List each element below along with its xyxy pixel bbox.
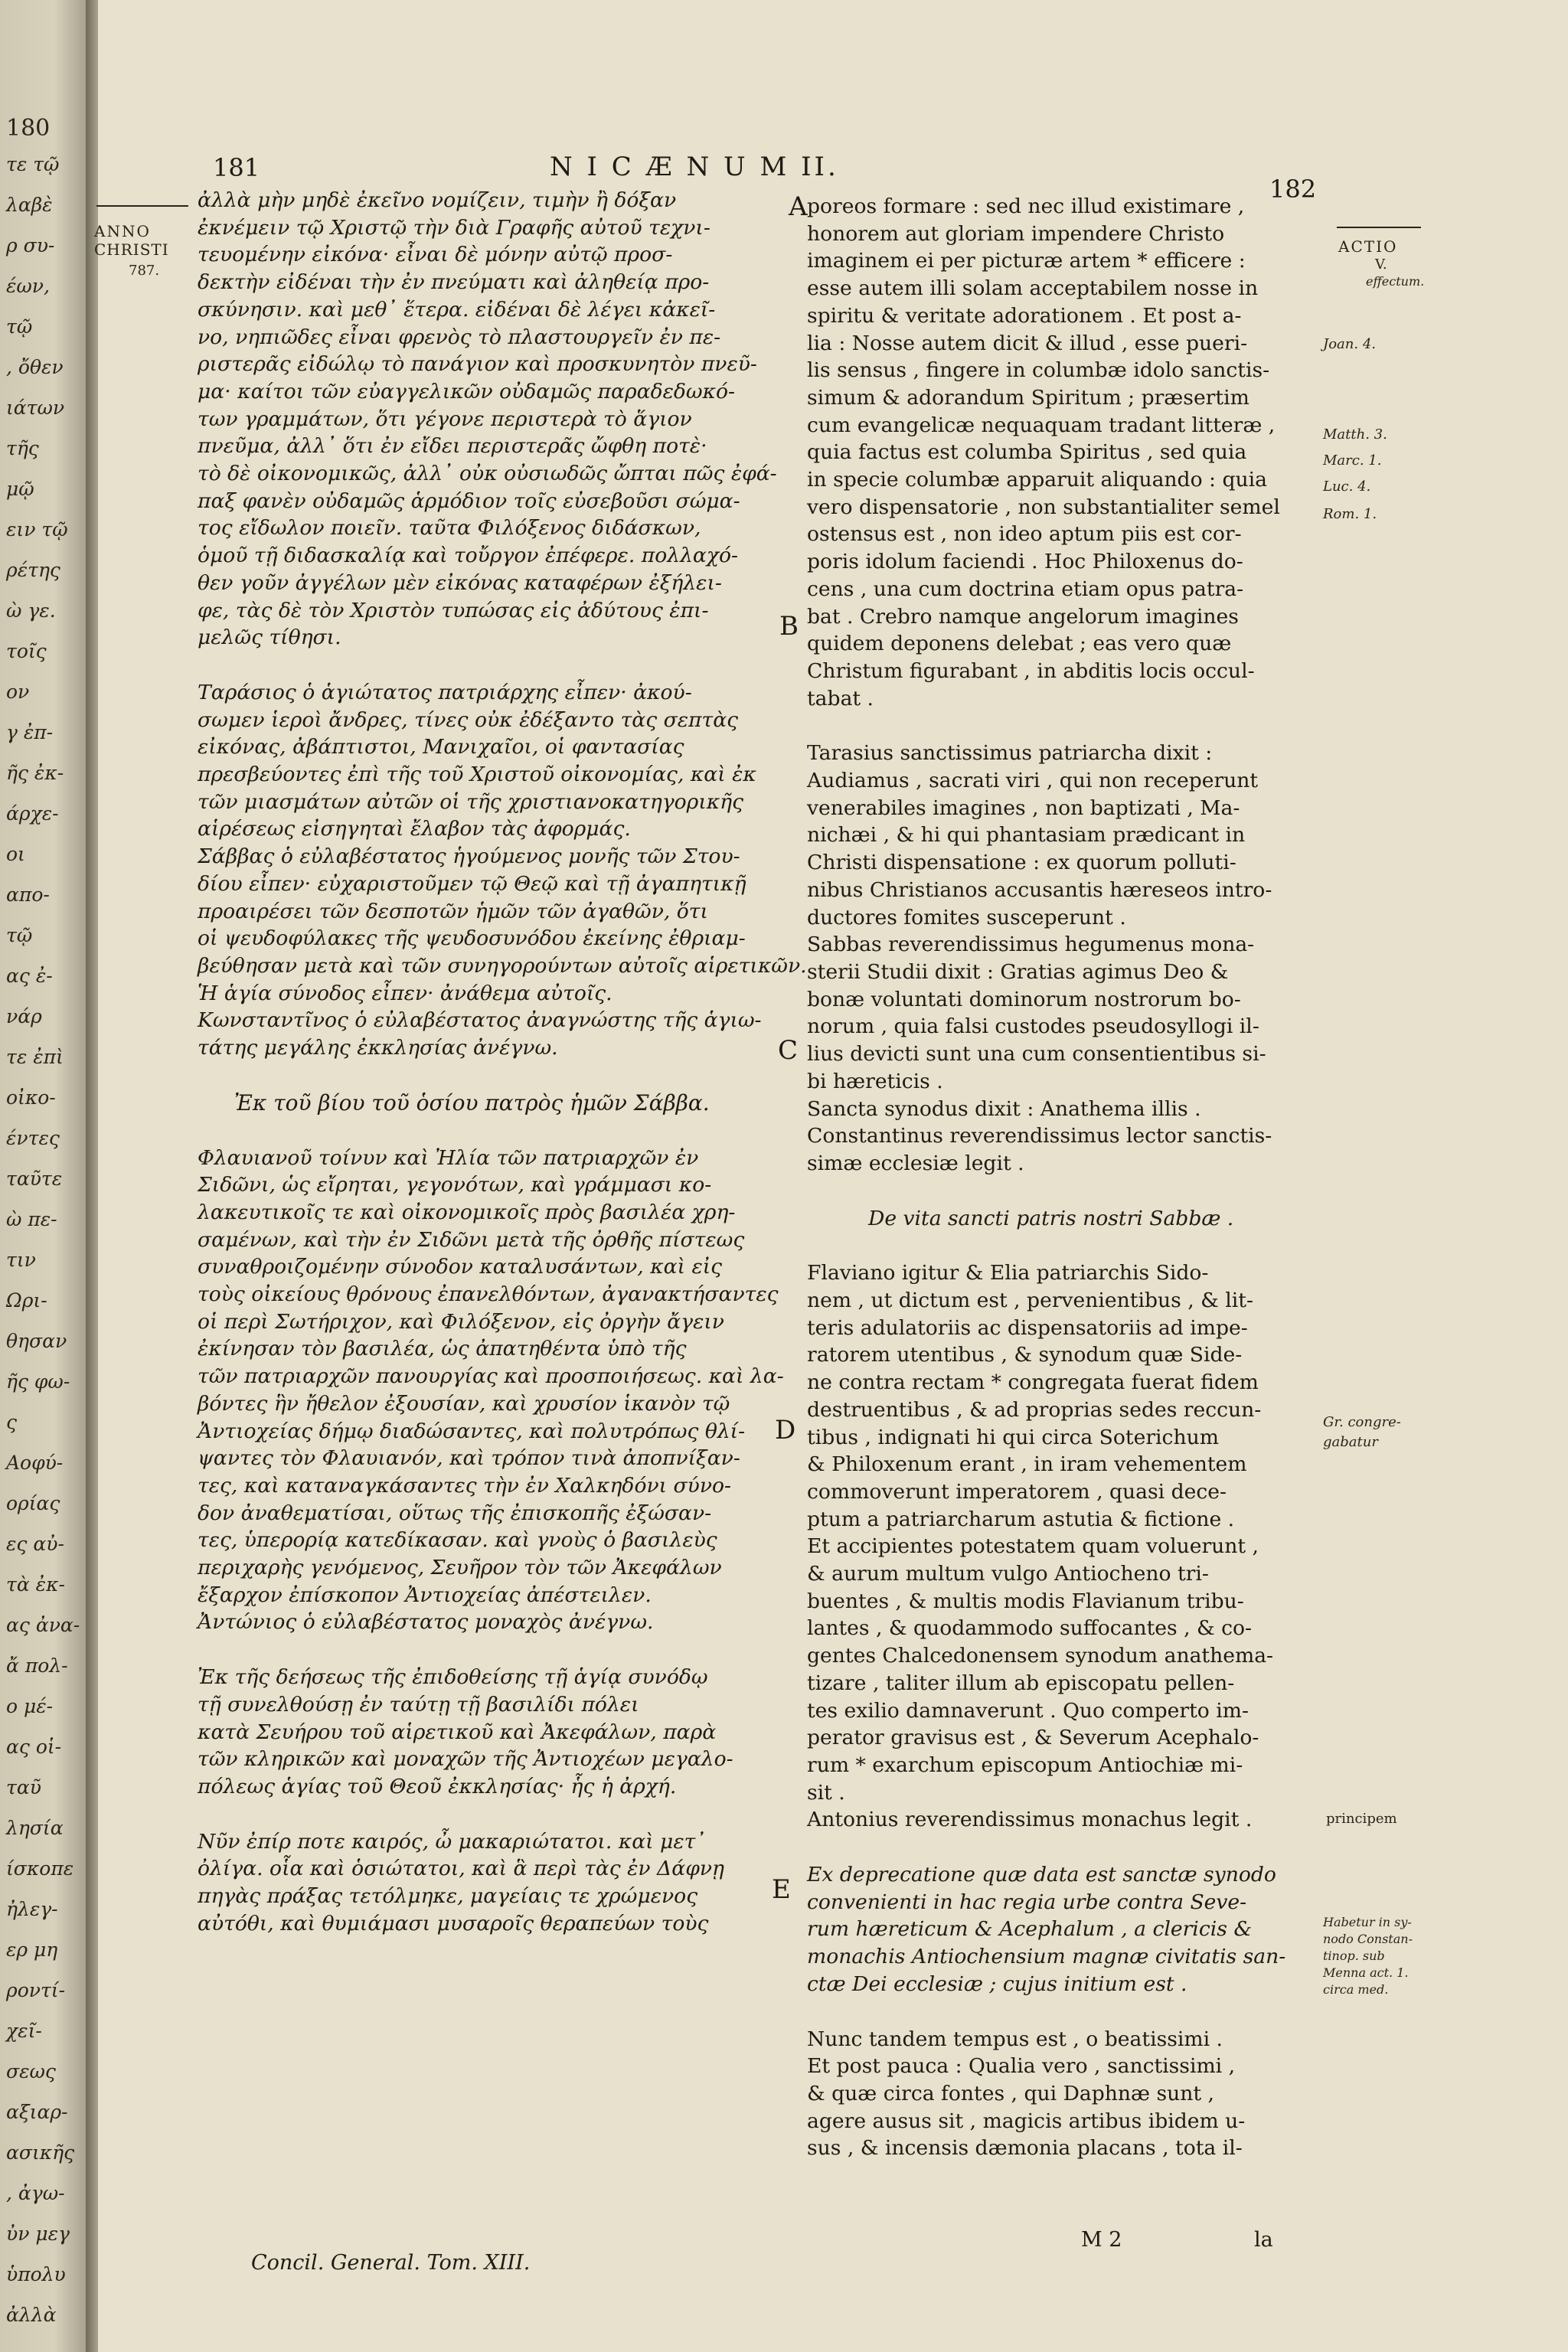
text-line: lantes , & quodammodo suffocantes , & co-	[807, 1616, 1253, 1641]
ref-luc: Luc. 4.	[1323, 479, 1371, 495]
previous-page-fragment: ερ μη	[6, 1939, 58, 1961]
text-line: quidem deponens delebat ; eas vero quæ	[807, 632, 1232, 656]
previous-page-fragment: ὼ γε.	[6, 599, 56, 622]
previous-page-fragment: , ἀγω-	[6, 2182, 65, 2204]
previous-page-fragment: ίσκοπε	[6, 1857, 74, 1880]
text-line: lius devicti sunt una cum consentientibus si-	[807, 1042, 1266, 1067]
previous-page-fragment: αξιαρ-	[6, 2101, 68, 2123]
previous-page-fragment: ες αὐ-	[6, 1533, 64, 1555]
previous-page-fragment: ον	[6, 681, 30, 703]
text-line: δίου εἶπεν· εὐχαριστοῦμεν τῷ Θεῷ καὶ τῇ ἀγαπητικῇ	[198, 871, 746, 896]
text-line: Σάββας ὁ εὐλαβέστατος ἡγούμενος μονῆς τῶν Στου-	[198, 844, 740, 869]
volume-footer: Concil. General. Tom. XIII.	[251, 2251, 531, 2275]
text-line: ὀλίγα. οἷα καὶ ὁσιώτατοι, καὶ ἃ περὶ τὰς ἐν Δάφνῃ	[198, 1857, 724, 1881]
previous-page-fragment: , ὄθεν	[6, 356, 64, 378]
text-line: ratorem utentibus , & synodum quæ Side-	[807, 1343, 1243, 1367]
effect-note: effectum.	[1366, 274, 1425, 289]
text-line: οἱ ψευδοφύλακες τῆς ψευδοσυνόδου ἐκείνης ἐθριαμ-	[198, 926, 746, 951]
text-line: venerabiles imagines , non baptizati , Ma-	[807, 795, 1240, 820]
text-line: τες, καὶ καταναγκάσαντες τὴν ἐν Χαλκηδόνι σύνο-	[198, 1473, 731, 1498]
previous-page-fragment: Αοφύ-	[6, 1452, 64, 1474]
text-line: bat . Crebro namque angelorum imagines	[807, 604, 1239, 629]
text-line: Sancta synodus dixit : Anathema illis .	[807, 1096, 1201, 1121]
previous-page-fragment: τοῖς	[6, 640, 47, 662]
text-line: πηγὰς πράξας τετόλμηκε, μαγείαις τε χρώμενος	[198, 1884, 698, 1909]
previous-page-fragment: ταῦτε	[6, 1168, 63, 1190]
text-line: nem , ut dictum est , pervenientibus , & lit-	[807, 1289, 1253, 1313]
previous-page-fragment: ἄ πολ-	[6, 1655, 68, 1677]
previous-page-fragment: οι	[6, 843, 25, 865]
text-line: bi hæreticis .	[807, 1069, 943, 1093]
previous-page-fragment: έντες	[6, 1127, 60, 1149]
previous-page-fragment: ορίας	[6, 1492, 60, 1514]
text-line: φε, τὰς δὲ τὸν Χριστὸν τυπώσας εἰς ἀδύτους ἐπι-	[198, 598, 709, 622]
text-line: nichæi , & hi qui phantasiam prædicant in	[807, 823, 1246, 848]
section-letter-a: A	[789, 191, 808, 222]
text-line: Νῦν ἐπίρ ποτε καιρός, ὦ μακαριώτατοι. καὶ μετ᾽	[198, 1829, 706, 1854]
anno-year: 787.	[129, 263, 160, 279]
previous-page-fragment: τε τῷ	[6, 153, 60, 175]
text-line: tizare , taliter illum ab episcopatu pellen-	[807, 1671, 1235, 1695]
previous-page-fragment: ασικῆς	[6, 2141, 75, 2164]
text-line: ἀλλὰ μὴν μηδὲ ἐκεῖνο νομίζειν, τιμὴν ἢ δόξαν	[198, 188, 677, 212]
previous-page-fragment: ροντί-	[6, 1979, 66, 2001]
text-line: ψαντες τὸν Φλαυιανόν, καὶ τρόπον τινὰ ἀποπνίξαν-	[198, 1446, 740, 1471]
text-line: των γραμμάτων, ὅτι γέγονε περιστερὰ τὸ ἅγιον	[198, 407, 692, 431]
ref-joan: Joan. 4.	[1323, 336, 1376, 352]
text-line: αὐτόθι, καὶ θυμιάμασι μυσαροῖς θεραπεύων τοὺς	[198, 1911, 709, 1936]
text-line: τῇ συνελθούσῃ ἐν ταύτῃ τῇ βασιλίδι πόλει	[198, 1692, 639, 1717]
text-line: nibus Christianos accusantis hæreseos intro-	[807, 877, 1272, 902]
previous-page-fragment: Ωρι-	[6, 1289, 47, 1312]
text-line: τευομένην εἰκόνα· εἶναι δὲ μόνην αὐτῷ προσ-	[198, 243, 673, 267]
previous-page-fragment: ἀλλὰ	[6, 2304, 57, 2326]
previous-page-fragment: ταῦ	[6, 1776, 41, 1798]
text-line: θεν γοῦν ἀγγέλων μὲν εἰκόνας καταφέρων ἐξήλει-	[198, 570, 722, 595]
text-line: teris adulatoriis ac dispensatoriis ad impe-	[807, 1315, 1248, 1340]
page-number-left: 181	[213, 153, 260, 182]
text-line: τες, ὑπερορίᾳ κατεδίκασαν. καὶ γνοὺς ὁ βασιλεὺς	[198, 1528, 717, 1553]
greek-block-1	[198, 187, 779, 652]
previous-page-fragment: ο μέ-	[6, 1695, 54, 1717]
note-nodo: nodo Constan-	[1323, 1932, 1413, 1946]
text-line: rum * exarchum episcopum Antiochiæ mi-	[807, 1753, 1243, 1777]
previous-page-fragment: θησαν	[6, 1330, 67, 1352]
text-line: Antonius reverendissimus monachus legit .	[807, 1808, 1253, 1832]
text-line: τάτης μεγάλης ἐκκλησίας ἀνέγνω.	[198, 1036, 558, 1060]
text-line: ne contra rectam * congregata fuerat fidem	[807, 1370, 1259, 1395]
note-menna: Menna act. 1.	[1323, 1965, 1409, 1980]
previous-page-fragment: ας ἀνα-	[6, 1614, 80, 1636]
previous-page-fragment: ας ἐ-	[6, 965, 53, 987]
previous-page-fragment: ς	[6, 1411, 18, 1433]
text-line: συναθροιζομένην σύνοδον καταλυσάντων, καὶ εἰς	[198, 1255, 723, 1279]
text-line: esse autem illi solam acceptabilem nosse in	[807, 276, 1259, 301]
section-letter-c: C	[778, 1035, 799, 1066]
text-line: προαιρέσει τῶν δεσποτῶν ἡμῶν τῶν ἀγαθῶν, ὅτι	[198, 899, 708, 923]
previous-page-edge	[0, 0, 90, 2352]
page-number-right: 182	[1269, 175, 1317, 204]
text-line: Ἐκ τῆς δεήσεως τῆς ἐπιδοθείσης τῇ ἁγίᾳ συνόδῳ	[198, 1665, 708, 1690]
text-line: ἐκίνησαν τὸν βασιλέα, ὡς ἀπατηθέντα ὑπὸ τῆς	[198, 1337, 687, 1361]
christi-label: CHRISTI	[94, 240, 169, 259]
text-line: tes exilio damnaverunt . Quo comperto im-	[807, 1698, 1249, 1723]
text-line: κατὰ Σευήρου τοῦ αἱρετικοῦ καὶ Ἀκεφάλων, παρὰ	[198, 1720, 717, 1744]
section-letter-e: E	[772, 1874, 791, 1905]
actio-number: V.	[1375, 256, 1387, 273]
section-letter-b: B	[779, 611, 799, 642]
note-gabatur: gabatur	[1323, 1434, 1378, 1450]
text-line: monachis Antiochensium magnæ civitatis san-	[807, 1945, 1286, 1969]
text-line: gentes Chalcedonensem synodum anathema-	[807, 1644, 1274, 1668]
text-line: Ex deprecatione quæ data est sanctæ synodo	[807, 1863, 1276, 1887]
page	[94, 0, 1568, 2352]
text-line: τῶν κληρικῶν καὶ μοναχῶν τῆς Ἀντιοχέων μεγαλο-	[198, 1747, 733, 1772]
previous-page-fragment: άρχε-	[6, 802, 59, 825]
running-title: N I C Æ N U M II.	[550, 152, 839, 182]
previous-page-fragment: τῆς	[6, 437, 39, 459]
previous-page-fragment: νάρ	[6, 1005, 42, 1027]
previous-page-fragment: ειν τῷ	[6, 518, 68, 541]
previous-page-fragment: ῆς ἐκ-	[6, 762, 64, 784]
text-line: sterii Studii dixit : Gratias agimus Deo &	[807, 959, 1229, 984]
text-line: Ἀντιοχείας δήμῳ διαδώσαντες, καὶ πολυτρόπως θλί-	[198, 1419, 746, 1443]
text-line: lis sensus , fingere in columbæ idolo sanctis-	[807, 358, 1270, 383]
text-line: Flaviano igitur & Elia patriarchis Sido-	[807, 1261, 1209, 1285]
greek-block-4	[198, 1145, 784, 1637]
text-line: βόντες ἣν ἤθελον ἐξουσίαν, καὶ χρυσίον ἱκανὸν τῷ	[198, 1391, 730, 1416]
text-line: ductores fomites susceperunt .	[807, 905, 1126, 929]
greek-block-3	[198, 843, 807, 1062]
text-line: Tarasius sanctissimus patriarcha dixit :	[807, 741, 1213, 766]
ref-rom: Rom. 1.	[1323, 506, 1377, 522]
text-line: εἰκόνας, ἀβάπτιστοι, Μανιχαῖοι, οἱ φαντασίας	[198, 735, 684, 760]
text-line: Ταράσιος ὁ ἁγιώτατος πατριάρχης εἶπεν· ἀκού-	[198, 680, 692, 704]
text-line: tibus , indignati hi qui circa Soterichum	[807, 1425, 1219, 1449]
text-line: cum evangelicæ nequaquam tradant litteræ ,	[807, 413, 1276, 437]
text-line: σωμεν ἱεροὶ ἄνδρες, τίνες οὐκ ἐδέξαντο τὰς σεπτὰς	[198, 707, 739, 732]
greek-heading-vita-sabbae: Ἐκ τοῦ βίου τοῦ ὁσίου πατρὸς ἡμῶν Σάββα.	[234, 1089, 710, 1116]
previous-page-fragment: ἠλεγ-	[6, 1898, 58, 1920]
text-line: Σιδῶνι, ὡς εἴρηται, γεγονότων, καὶ γράμμασι κο-	[198, 1173, 712, 1197]
previous-page-fragment: μῷ	[6, 478, 34, 500]
text-line: poreos formare : sed nec illud existimare ,	[807, 194, 1245, 218]
greek-column	[198, 187, 807, 1937]
text-line: rum hæreticum & Acephalum , a clericis &	[807, 1917, 1252, 1942]
margin-rule-right	[1337, 227, 1421, 228]
note-principem: principem	[1326, 1811, 1397, 1827]
text-line: οἱ περὶ Σωτήριχον, καὶ Φιλόξενον, εἰς ὀργὴν ἄγειν	[198, 1309, 724, 1334]
text-line: Sabbas reverendissimus hegumenus mona-	[807, 933, 1255, 957]
note-congre: Gr. congre-	[1323, 1414, 1401, 1430]
previous-page-fragment: οἰκο-	[6, 1086, 56, 1109]
text-line: in specie columbæ apparuit aliquando : quia	[807, 468, 1267, 492]
previous-page-fragment: ὑπολυ	[6, 2263, 66, 2285]
previous-page-fragment: τῷ	[6, 924, 33, 946]
signature-mark: M 2	[1081, 2228, 1122, 2252]
previous-page-fragment: τιν	[6, 1249, 36, 1271]
catchword: la	[1254, 2228, 1273, 2252]
text-line: Φλαυιανοῦ τοίνυν καὶ Ἠλία τῶν πατριαρχῶν ἐν	[198, 1145, 699, 1170]
actio-label: ACTIO	[1338, 237, 1398, 256]
text-line: tabat .	[807, 686, 874, 710]
previous-page-fragment: ιάτων	[6, 397, 65, 419]
latin-heading-vita-sabbae: De vita sancti patris nostri Sabbæ .	[868, 1206, 1234, 1230]
text-line: Et accipientes potestatem quam voluerunt ,	[807, 1534, 1259, 1559]
text-line: honorem aut gloriam impendere Christo	[807, 221, 1225, 246]
anno-label: ANNO	[94, 222, 151, 240]
text-line: ριστερᾶς εἰδώλῳ τὸ πανάγιον καὶ προσκυνητὸν πνεῦ-	[198, 352, 757, 377]
text-line: τὸ δὲ οἰκονομικῶς, ἀλλ᾽ οὐκ οὐσιωδῶς ὤπται πῶς ἐφά-	[198, 462, 777, 486]
previous-page-fragment: τῷ	[6, 315, 33, 338]
text-line: Ἡ ἁγία σύνοδος εἶπεν· ἀνάθεμα αὐτοῖς.	[198, 981, 612, 1005]
latin-column	[807, 193, 1343, 2162]
text-line: βεύθησαν μετὰ καὶ τῶν συνηγορούντων αὐτοῖς αἱρετικῶν.	[198, 953, 807, 978]
latin-block-4	[807, 1259, 1343, 1834]
section-letter-d: D	[775, 1415, 796, 1446]
margin-rule-left	[96, 205, 188, 207]
latin-block-2	[807, 740, 1343, 931]
text-line: ostensus est , non ideo aptum piis est cor-	[807, 522, 1242, 547]
text-line: περιχαρὴς γενόμενος, Σευῆρον τὸν τῶν Ἀκεφάλων	[198, 1556, 722, 1580]
text-line: δεκτὴν εἰδέναι τὴν ἐν πνεύματι καὶ ἀληθείᾳ προ-	[198, 270, 710, 295]
text-line: παξ φανὲν οὐδαμῶς ἁρμόδιον τοῖς εὐσεβοῦσι σώμα-	[198, 488, 740, 513]
text-line: sus , & incensis dæmonia placans , tota il-	[807, 2136, 1243, 2161]
text-line: Constantinus reverendissimus lector sanctis-	[807, 1124, 1272, 1148]
text-line: destruentibus , & ad proprias sedes reccun-	[807, 1397, 1262, 1422]
text-line: πόλεως ἁγίας τοῦ Θεοῦ ἐκκλησίας· ἧς ἡ ἀρχή.	[198, 1774, 677, 1798]
text-line: Et post pauca : Qualia vero , sanctissimi ,	[807, 2054, 1236, 2079]
greek-block-5	[198, 1664, 779, 1801]
text-line: αἱρέσεως εἰσηγηταὶ ἔλαβον τὰς ἀφορμάς.	[198, 817, 631, 841]
text-line: Audiamus , sacrati viri , qui non receperunt	[807, 769, 1259, 793]
previous-page-fragment: ὼ πε-	[6, 1208, 57, 1230]
previous-page-fragment: τε ἐπὶ	[6, 1046, 64, 1068]
previous-page-fragment: λησία	[6, 1817, 64, 1839]
text-line: perator gravisus est , & Severum Acephalo-	[807, 1726, 1259, 1750]
text-line: & aurum multum vulgo Antiocheno tri-	[807, 1562, 1209, 1586]
text-line: agere ausus sit , magicis artibus ibidem u-	[807, 2109, 1246, 2133]
text-line: convenienti in hac regia urbe contra Seve-	[807, 1890, 1247, 1914]
text-line: σκύνησιν. καὶ μεθ᾽ ἕτερα. εἰδέναι δὲ λέγει κἀκεῖ-	[198, 297, 716, 322]
previous-page-fragment: απο-	[6, 884, 50, 906]
text-line: πρεσβεύοντες ἐπὶ τῆς τοῦ Χριστοῦ οἰκονομίας, καὶ ἐκ	[198, 763, 756, 787]
text-line: imaginem ei per picturæ artem * efficere :	[807, 249, 1246, 273]
ref-marc: Marc. 1.	[1323, 452, 1382, 469]
latin-block-6	[807, 2026, 1343, 2163]
text-line: μελῶς τίθησι.	[198, 626, 341, 650]
text-line: τῶν πατριαρχῶν πανουργίας καὶ προσποιήσεως. καὶ λα-	[198, 1364, 784, 1389]
text-line: & quæ circa fontes , qui Daphnæ sunt ,	[807, 2082, 1214, 2105]
text-line: simum & adorandum Spiritum ; præsertim	[807, 385, 1250, 410]
previous-page-fragment: ας οἱ-	[6, 1736, 62, 1758]
text-line: spiritu & veritate adorationem . Et post a-	[807, 303, 1242, 328]
text-line: quia factus est columba Spiritus , sed quia	[807, 440, 1247, 465]
text-line: Κωνσταντῖνος ὁ εὐλαβέστατος ἀναγνώστης τῆς ἁγιω-	[198, 1008, 762, 1033]
text-line: ἐκνέμειν τῷ Χριστῷ τὴν διὰ Γραφῆς αὐτοῦ τεχνι-	[198, 215, 710, 240]
note-habetur: Habetur in sy-	[1323, 1915, 1412, 1929]
previous-page-fragment: γ ἐπ-	[6, 721, 54, 743]
previous-page-fragment: ῆς φω-	[6, 1370, 70, 1393]
text-line: μα· καίτοι τῶν εὐαγγελικῶν οὐδαμῶς παραδεδωκό-	[198, 379, 735, 403]
previous-page-fragment: ρέτης	[6, 559, 60, 581]
previous-page-fragment: λαβὲ	[6, 194, 53, 216]
text-line: Christum figurabant , in abditis locis occul-	[807, 658, 1255, 683]
text-line: νο, νηπιῶδες εἶναι φρενὸς τὸ πλαστουργεῖν ἐν πε-	[198, 325, 721, 349]
text-line: commoverunt imperatorem , quasi dece-	[807, 1479, 1227, 1504]
text-line: πνεῦμα, ἀλλ᾽ ὅτι ἐν εἴδει περιστερᾶς ὤφθη ποτὲ·	[198, 434, 707, 459]
text-line: λακευτικοῖς τε καὶ οἰκονομικοῖς πρὸς βασιλέα χρη-	[198, 1200, 736, 1224]
ref-matth: Matth. 3.	[1323, 426, 1387, 443]
note-tinop: tinop. sub	[1323, 1949, 1385, 1963]
note-circa: circa med.	[1323, 1982, 1389, 1997]
text-line: simæ ecclesiæ legit .	[807, 1151, 1024, 1175]
text-line: ptum a patriarcharum astutia & fictione .	[807, 1507, 1235, 1531]
text-line: ὁμοῦ τῇ διδασκαλίᾳ καὶ τοὔργον ἐπέφερε. πολλαχό-	[198, 544, 738, 568]
greek-block-2	[198, 679, 779, 843]
text-line: δον ἀναθεματίσαι, οὕτως τῆς ἐπισκοπῆς ἐξώσαν-	[198, 1501, 712, 1525]
text-line: ctæ Dei ecclesiæ ; cujus initium est .	[807, 1971, 1187, 1996]
previous-page-fragment: ὐν μεγ	[6, 2223, 70, 2245]
text-line: lia : Nosse autem dicit & illud , esse pueri-	[807, 331, 1248, 355]
text-line: norum , quia falsi custodes pseudosyllogi il-	[807, 1014, 1259, 1039]
text-line: poris idolum faciendi . Hoc Philoxenus do-	[807, 550, 1243, 574]
previous-page-fragment: χεῖ-	[6, 2020, 42, 2042]
text-line: bonæ voluntati dominorum nostrorum bo-	[807, 987, 1241, 1011]
text-line: σαμένων, καὶ τὴν ἐν Σιδῶνι μετὰ τῆς ὀρθῆς πίστεως	[198, 1227, 745, 1252]
text-line: Ἀντώνιος ὁ εὐλαβέστατος μοναχὸς ἀνέγνω.	[198, 1610, 654, 1635]
text-line: τος εἴδωλον ποιεῖν. ταῦτα Φιλόξενος διδάσκων,	[198, 516, 701, 541]
text-line: vero dispensatorie , non substantialiter semel	[807, 495, 1280, 519]
text-line: τοὺς οἰκείους θρόνους ἐπανελθόντων, ἀγανακτήσαντες	[198, 1282, 779, 1307]
greek-block-6	[198, 1828, 779, 1938]
text-line: buentes , & multis modis Flavianum tribu-	[807, 1589, 1244, 1613]
text-line: ἔξαρχον ἐπίσκοπον Ἀντιοχείας ἀπέστειλεν.	[198, 1583, 652, 1607]
previous-page-fragment: ρ συ-	[6, 234, 55, 256]
text-line: sit .	[807, 1780, 845, 1805]
text-line: Christi dispensatione : ex quorum polluti-	[807, 851, 1236, 875]
previous-page-fragment: τὰ ἐκ-	[6, 1573, 65, 1596]
latin-block-5	[807, 1861, 1343, 1998]
text-line: & Philoxenum erant , in iram vehementem	[807, 1452, 1247, 1477]
text-line: cens , una cum doctrina etiam opus patra-	[807, 577, 1244, 601]
previous-page-number: 180	[6, 115, 51, 142]
latin-block-1	[807, 193, 1343, 712]
text-line: Nunc tandem tempus est , o beatissimi .	[807, 2027, 1223, 2051]
latin-block-3	[807, 931, 1343, 1177]
previous-page-fragment: έων,	[6, 275, 50, 297]
previous-page-fragment: σεως	[6, 2060, 56, 2082]
text-line: τῶν μιασμάτων αὐτῶν οἱ τῆς χριστιανοκατηγορικῆς	[198, 789, 744, 814]
